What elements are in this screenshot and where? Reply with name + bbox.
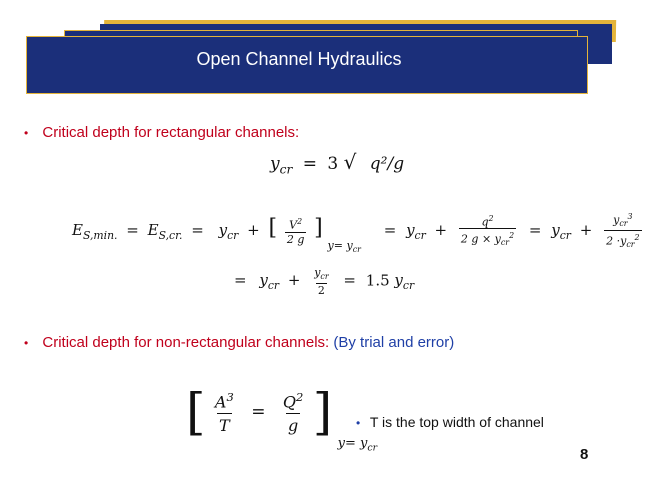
ycr-symbol: $y_{cr}$	[270, 154, 293, 177]
min-energy-equation: $E_{S,min.} = E_{S,cr.} = y_{cr}$ + [ $\frac{V^2}{2 g}$ ] $_{y= y_{cr}} = y_{cr}$ + $\frac{q^2}{2 g \times y_{cr}^2}$ = $y_{cr}$ + $\frac{y_{cr}^3}{2 \cdot y_{cr}^2}$	[72, 212, 640, 254]
radical-sign: √	[343, 150, 357, 174]
page-title: Open Channel Hydraulics	[196, 49, 402, 69]
cube-root-index: 3	[327, 154, 339, 174]
critical-depth-equation	[270, 150, 404, 176]
rect-heading-line	[24, 124, 299, 141]
final-coefficient: 1.5	[365, 271, 390, 290]
top-width-note-line	[356, 414, 544, 430]
top-width-note: T is the top width of channel	[369, 414, 544, 430]
bullet-marker: •	[356, 416, 361, 430]
page-number: 8	[580, 446, 589, 463]
radicand: q²/g	[369, 154, 405, 174]
bullet-marker: •	[24, 126, 29, 140]
equals-sign: =	[302, 154, 317, 174]
nonrect-critical-equation: [ $\frac{A^3}{T}$ = $\frac{Q^2}{g}$ ] $_{y= y_{cr}}$	[186, 383, 378, 453]
bullet-marker: •	[24, 336, 29, 350]
nonrect-heading-line	[24, 334, 454, 351]
nonrect-heading: Critical depth for non-rectangular channels:	[42, 334, 330, 351]
rect-heading: Critical depth for rectangular channels:	[42, 124, 300, 141]
min-energy-result: = $y_{cr}$ + $\frac{y_{cr}}{2}$ = 1.5 $y_{cr}$	[234, 266, 415, 297]
nonrect-note: (By trial and error)	[333, 334, 455, 351]
